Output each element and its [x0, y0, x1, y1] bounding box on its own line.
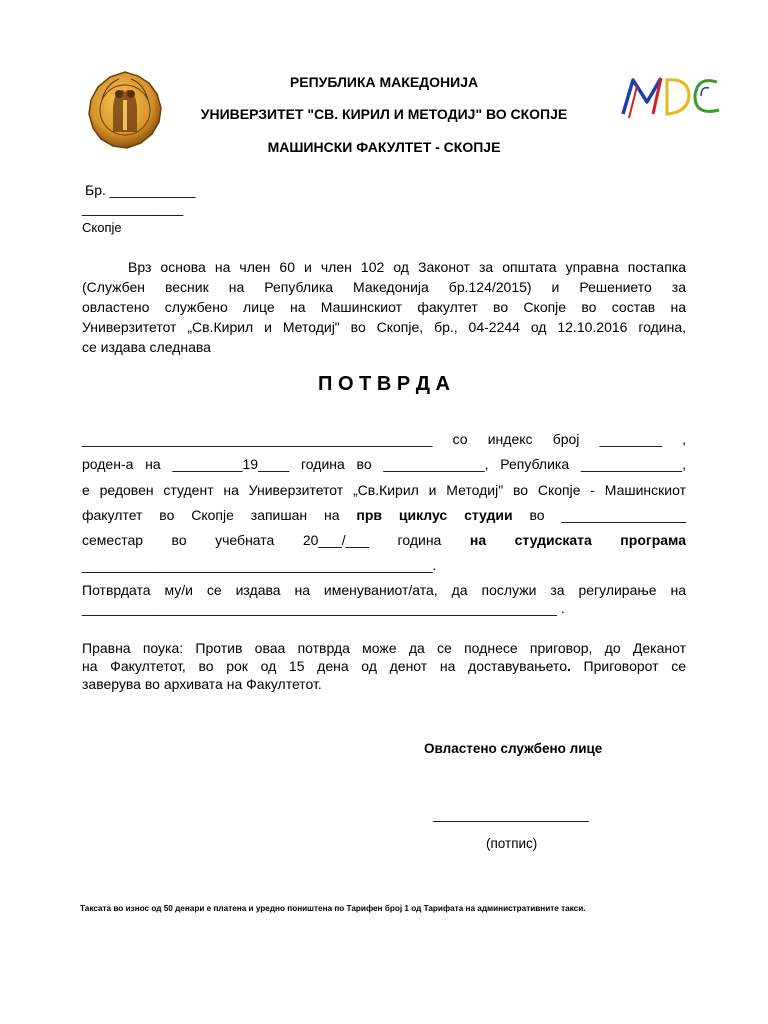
- body-line-4: факултет во Скопје запишан на прв циклус студии во ________________: [82, 507, 686, 523]
- legal-line-1: Правна поука: Против оваа потврда може да се поднесе приговор, до Деканот: [82, 640, 686, 656]
- intro-line-4: Универзитетот „Св.Кирил и Методиј" во Скопје, бр., 04-2244 од 12.10.2016 година,: [82, 319, 686, 335]
- signature-heading: Овластено службено лице: [424, 741, 603, 756]
- body-line-5: семестар во учебната 20___/___ година на студиската програма: [82, 532, 686, 548]
- body-line-1: _____________________________________________ со индекс број ________ ,: [82, 431, 686, 447]
- reference-number: Бр. ___________: [85, 182, 196, 198]
- header-faculty: МАШИНСКИ ФАКУЛТЕТ - СКОПЈЕ: [267, 139, 501, 155]
- signature-line: ____________________: [433, 806, 589, 822]
- footer-fee-note: Таксата во износ од 50 денари е платена и уредно поништена по Тарифен број 1 од Тарифата на административните такси.: [80, 904, 586, 913]
- legal-line-2: на Факултетот, во рок од 15 дена од денот на доставувањето. Приговорот се: [82, 658, 686, 674]
- intro-line-3: овластено службено лице на Машинскиот факултет во Скопје во состав на: [82, 299, 686, 315]
- body-line-2: роден-а на _________19____ година во _____________, Република _____________,: [82, 456, 686, 472]
- intro-line-5: се издава следнава: [82, 339, 211, 355]
- document-title: П О Т В Р Д А: [318, 373, 450, 395]
- header-country: РЕПУБЛИКА МАКЕДОНИЈА: [289, 74, 479, 90]
- intro-line-1: Врз основа на член 60 и член 102 од Законот за општата управна постапка: [128, 259, 686, 275]
- body-line-3: е редовен студент на Универзитетот „Св.Кирил и Методиј" во Скопје - Машинскиот: [82, 482, 686, 498]
- purpose-line-1: Потврдата му/и се издава на именуваниот/ата, да послужи за регулирање на: [82, 582, 686, 598]
- purpose-line-2: _____________________________________________________________ .: [82, 600, 565, 616]
- signature-caption: (потпис): [486, 836, 538, 851]
- study-cycle: прв циклус студии: [356, 507, 513, 523]
- body-line-6: _____________________________________________.: [82, 557, 437, 573]
- legal-line-3: заверува во архивата на Факултетот.: [82, 676, 322, 692]
- intro-line-2: (Службен весник на Република Македонија бр.124/2015) и Решението за: [82, 279, 686, 295]
- study-program-label: на студиската програма: [469, 532, 686, 548]
- reference-city: Скопје: [82, 220, 122, 235]
- header-university: УНИВЕРЗИТЕТ "СВ. КИРИЛ И МЕТОДИЈ" ВО СКОПЈЕ: [200, 106, 568, 122]
- reference-date-blank: _____________: [82, 200, 184, 216]
